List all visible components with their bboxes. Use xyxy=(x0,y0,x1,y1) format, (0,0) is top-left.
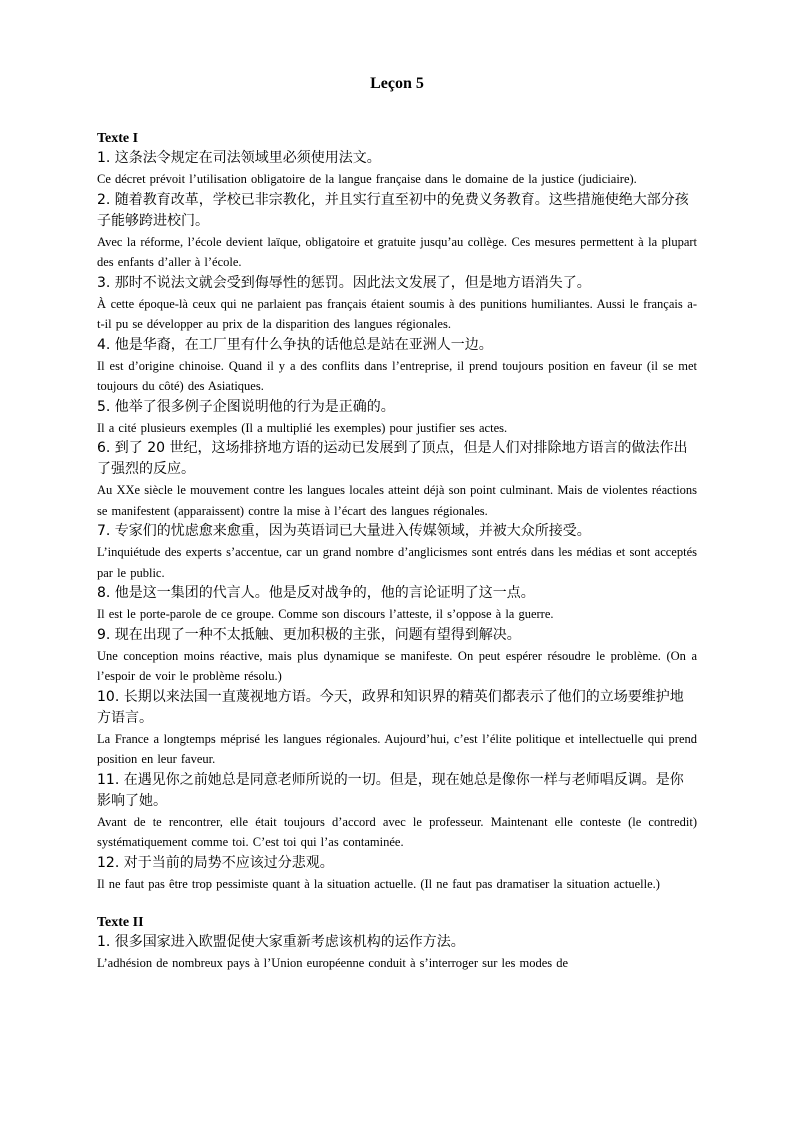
chinese-sentence: 12. 对于当前的局势不应该过分悲观。 xyxy=(97,854,334,871)
chinese-sentence: 2. 随着教育改革，学校已非宗教化，并且实行直至初中的免费义务教育。这些措施使绝大部分孩子能够跨进校门。 xyxy=(97,191,689,229)
french-translation: Il est le porte-parole de ce groupe. Comme son discours l’atteste, il s’oppose à la guerre. xyxy=(97,607,554,621)
translation-item xyxy=(97,625,697,687)
section-heading: Texte I xyxy=(97,131,139,146)
french-translation: Il est d’origine chinoise. Quand il y a des conflits dans l’entreprise, il prend toujours position en faveur (il se met toujours du côté) des Asiatiques. xyxy=(97,358,697,393)
translation-item xyxy=(97,687,697,770)
french-translation: L’adhésion de nombreux pays à l’Union européenne conduit à s’interroger sur les modes de xyxy=(97,956,569,970)
chinese-sentence: 5. 他举了很多例子企图说明他的行为是正确的。 xyxy=(97,398,395,415)
french-translation: Ce décret prévoit l’utilisation obligatoire de la langue française dans le domaine de la justice (judiciaire). xyxy=(97,172,637,186)
chinese-sentence: 1. 很多国家进入欧盟促使大家重新考虑该机构的运作方法。 xyxy=(97,934,465,950)
translation-item xyxy=(97,853,697,895)
sections-container xyxy=(97,130,697,974)
french-translation: À cette époque-là ceux qui ne parlaient pas français étaient soumis à des punitions humiliantes. Aussi le français a-t-il pu se développer au prix de la disparition des langues régionales. xyxy=(97,296,697,331)
translation-item xyxy=(97,770,697,853)
chinese-sentence: 4. 他是华裔，在工厂里有什么争执的话他总是站在亚洲人一边。 xyxy=(97,336,493,353)
chinese-sentence: 11. 在遇见你之前她总是同意老师所说的一切。但是，现在她总是像你一样与老师唱反调。是你影响了她。 xyxy=(97,771,684,809)
translation-item xyxy=(97,397,697,439)
section-heading: Texte II xyxy=(97,915,144,930)
translation-item xyxy=(97,335,697,397)
french-translation: L’inquiétude des experts s’accentue, car un grand nombre d’anglicismes sont entrés dans les médias et sont acceptés par le public. xyxy=(97,545,697,580)
translation-item xyxy=(97,190,697,273)
translation-item xyxy=(97,438,697,521)
chinese-sentence: 3. 那时不说法文就会受到侮辱性的惩罚。因此法文发展了，但是地方语消失了。 xyxy=(97,274,591,291)
french-translation: Il ne faut pas être trop pessimiste quant à la situation actuelle. (Il ne faut pas dramatiser la situation actuelle.) xyxy=(97,876,660,891)
translation-item xyxy=(97,273,697,335)
french-translation: Au XXe siècle le mouvement contre les langues locales atteint déjà son point culminant. Mais de violentes réactions se manifestent (apparaissent) contre la mise à l’écart des langues régionales. xyxy=(97,483,697,518)
translation-item xyxy=(97,521,697,583)
chinese-sentence: 1. 这条法令规定在司法领域里必须使用法文。 xyxy=(97,150,381,166)
translation-item xyxy=(97,583,697,625)
french-translation: Il a cité plusieurs exemples (Il a multiplié les exemples) pour justifier ses actes. xyxy=(97,420,508,435)
french-translation: Une conception moins réactive, mais plus dynamique se manifeste. On peut espérer résoudre le problème. (On a l’espoir de voir le problème résolu.) xyxy=(97,648,697,683)
translation-item xyxy=(97,148,697,190)
text-section xyxy=(97,914,697,974)
chinese-sentence: 6. 到了 20 世纪，这场排挤地方语的运动已发展到了顶点，但是人们对排除地方语言的做法作出了强烈的反应。 xyxy=(97,440,688,477)
chinese-sentence: 7. 专家们的忧虑愈来愈重，因为英语词已大量进入传媒领域，并被大众所接受。 xyxy=(97,523,591,539)
chinese-sentence: 8. 他是这一集团的代言人。他是反对战争的，他的言论证明了这一点。 xyxy=(97,585,535,601)
chinese-sentence: 10. 长期以来法国一直蔑视地方语。今天，政界和知识界的精英们都表示了他们的立场要维护地方语言。 xyxy=(97,688,684,726)
french-translation: Avant de te rencontrer, elle était toujours d’accord avec le professeur. Maintenant elle conteste (le contredit) systématiquement comme toi. C’est toi qui l’as contaminée. xyxy=(97,814,697,849)
french-translation: La France a longtemps méprisé les langues régionales. Aujourd’hui, c’est l’élite politique et intellectuelle qui prend position en leur faveur. xyxy=(97,731,697,766)
text-section xyxy=(97,130,697,894)
french-translation: Avec la réforme, l’école devient laïque, obligatoire et gratuite jusqu’au collège. Ces mesures permettent à la plupart des enfants d’aller à l’école. xyxy=(97,234,697,269)
lesson-title: Leçon 5 xyxy=(370,75,424,92)
chinese-sentence: 9. 现在出现了一种不太抵触、更加积极的主张，问题有望得到解决。 xyxy=(97,626,521,643)
section-spacer xyxy=(97,894,697,914)
translation-item xyxy=(97,932,697,974)
